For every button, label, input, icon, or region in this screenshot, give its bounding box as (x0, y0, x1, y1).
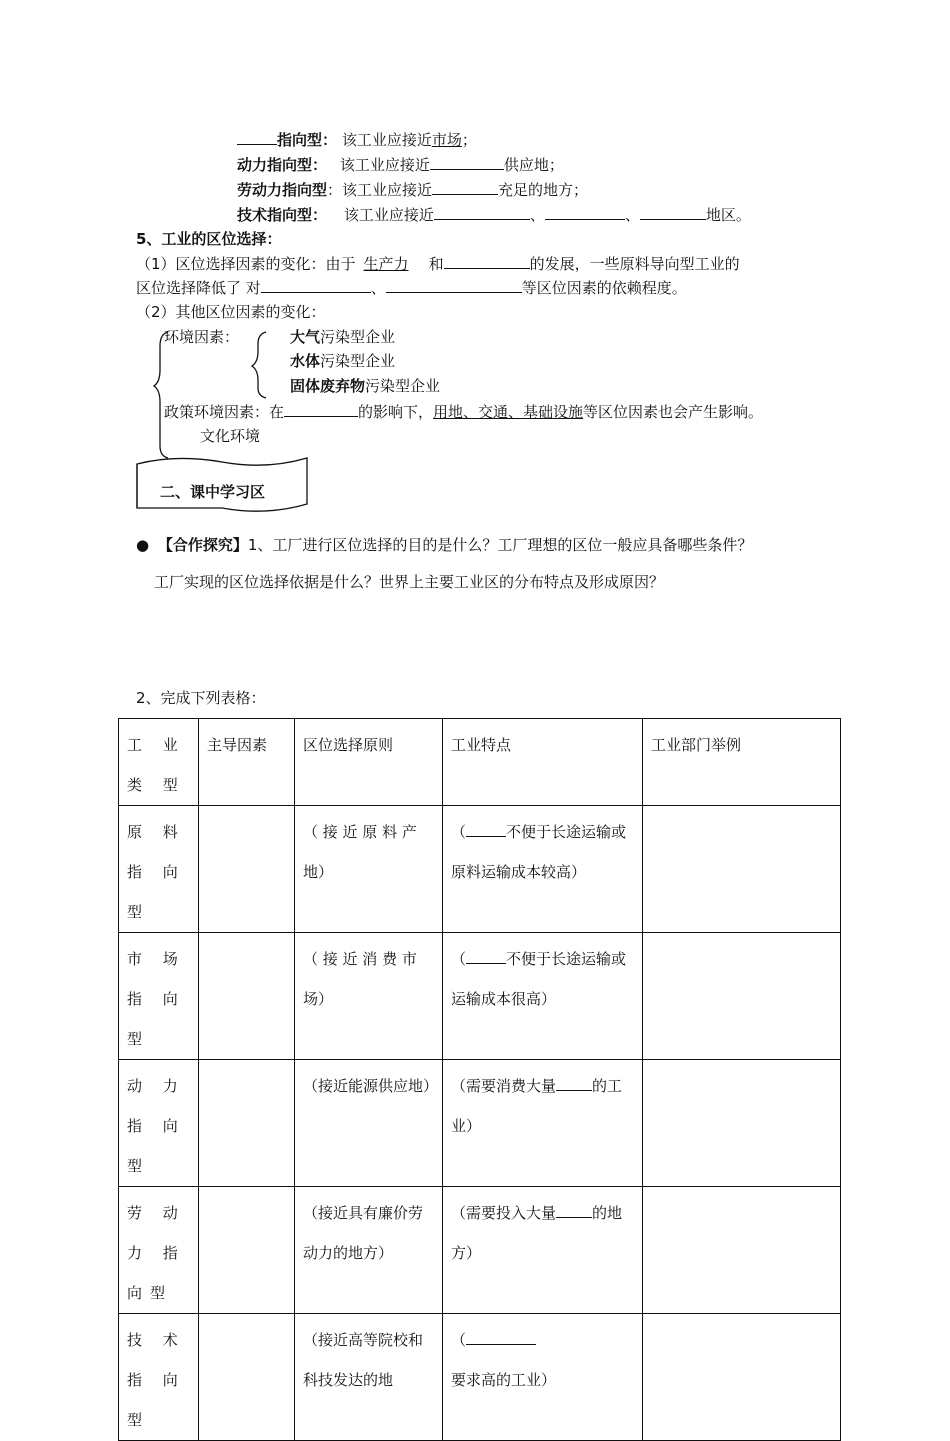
table-row (119, 1187, 841, 1314)
blank[interactable] (432, 179, 498, 195)
type-cell: 劳 动 力 指向型 (119, 1187, 199, 1314)
blank[interactable] (430, 154, 504, 170)
blank[interactable] (556, 1202, 592, 1218)
principle-cell: （接近高等院校和科技发达的地 (295, 1314, 443, 1441)
header-cell: 工业特点 (443, 719, 643, 806)
tech-orientation-line: 技术指向型： 该工业应接近 、 、 地区。 (237, 206, 751, 224)
power-orientation-line: 动力指向型： 该工业应接近 供应地； (237, 156, 564, 174)
outer-brace (154, 332, 168, 458)
principle-cell: （接近能源供应地） (295, 1060, 443, 1187)
env-item: 固体废弃物污染型企业 (290, 377, 441, 395)
blank[interactable] (545, 204, 625, 220)
blank[interactable] (466, 1329, 536, 1345)
cooperate-line-2: 工厂实现的区位选择依据是什么？世界上主要工业区的分布特点及形成原因？ (154, 573, 665, 591)
paragraph-1: （1）区位选择因素的变化：由于 生产力 和 的发展，一些原料导向型工业的 (136, 255, 740, 273)
blank-cell[interactable] (199, 933, 295, 1060)
header-cell: 工业部门举例 (643, 719, 841, 806)
header-cell: 工 业 类 型 (119, 719, 199, 806)
blank[interactable] (466, 948, 506, 964)
header-cell: 主导因素 (199, 719, 295, 806)
feature-cell: （ 不便于长途运输或原料运输成本较高） (443, 806, 643, 933)
blank-cell[interactable] (643, 933, 841, 1060)
blank[interactable] (237, 129, 277, 145)
culture-label: 文化环境 (200, 427, 261, 445)
blank-cell[interactable] (199, 1060, 295, 1187)
table-row (119, 1314, 841, 1441)
blank-cell[interactable] (199, 1187, 295, 1314)
principle-cell: （ 接 近 原 料 产 地） (295, 806, 443, 933)
blank-cell[interactable] (199, 1314, 295, 1441)
blank-cell[interactable] (643, 1187, 841, 1314)
type-cell: 市 场 指 向型 (119, 933, 199, 1060)
env-item: 水体污染型企业 (290, 352, 396, 370)
feature-cell: （要求高的工业） (443, 1314, 643, 1441)
industry-table (118, 718, 841, 1441)
paragraph-1-cont: 区位选择降低了 对 、 等区位因素的依赖程度。 (136, 279, 687, 297)
table-row (119, 1060, 841, 1187)
table-header-row (119, 719, 841, 806)
paragraph-2: （2）其他区位因素的变化： (136, 303, 326, 321)
blank-cell[interactable] (643, 1060, 841, 1187)
policy-line: 政策环境因素：在 的影响下，用地、交通、基础设施等区位因素也会产生影响。 (164, 403, 764, 421)
env-label: 环境因素： (164, 328, 240, 346)
table-row (119, 933, 841, 1060)
principle-cell: （ 接 近 消 费 市 场） (295, 933, 443, 1060)
banner-title: 二、课中学习区 (160, 483, 266, 501)
blank[interactable] (261, 277, 371, 293)
feature-cell: （需要消费大量 的工业） (443, 1060, 643, 1187)
blank-cell[interactable] (643, 806, 841, 933)
table-row (119, 806, 841, 933)
blank-cell[interactable] (643, 1314, 841, 1441)
blank-cell[interactable] (199, 806, 295, 933)
env-item: 大气污染型企业 (290, 328, 396, 346)
header-cell: 区位选择原则 (295, 719, 443, 806)
feature-cell: （需要投入大量 的地方） (443, 1187, 643, 1314)
blank[interactable] (556, 1075, 592, 1091)
blank[interactable] (466, 821, 506, 837)
blank[interactable] (640, 204, 706, 220)
cooperate-line-1: ● 【合作探究】1、工厂进行区位选择的目的是什么？工厂理想的区位一般应具备哪些条件？ (136, 536, 753, 554)
principle-cell: （接近具有廉价劳动力的地方） (295, 1187, 443, 1314)
type-cell: 技 术 指 向型 (119, 1314, 199, 1441)
blank[interactable] (434, 204, 530, 220)
feature-cell: （ 不便于长途运输或运输成本很高） (443, 933, 643, 1060)
blank[interactable] (284, 401, 358, 417)
labor-orientation-line: 劳动力指向型：该工业应接近 充足的地方； (237, 181, 589, 199)
type-cell: 动 力 指 向型 (119, 1060, 199, 1187)
blank[interactable] (444, 253, 530, 269)
section-title: 5、工业的区位选择： (136, 230, 282, 248)
type-cell: 原 料 指 向型 (119, 806, 199, 933)
market-orientation-line: 指向型： 该工业应接近市场； (237, 129, 477, 150)
bullet-icon: ● (136, 536, 150, 554)
blank[interactable] (386, 277, 522, 293)
table-task: 2、完成下列表格： (136, 689, 266, 707)
inner-brace (252, 332, 266, 398)
